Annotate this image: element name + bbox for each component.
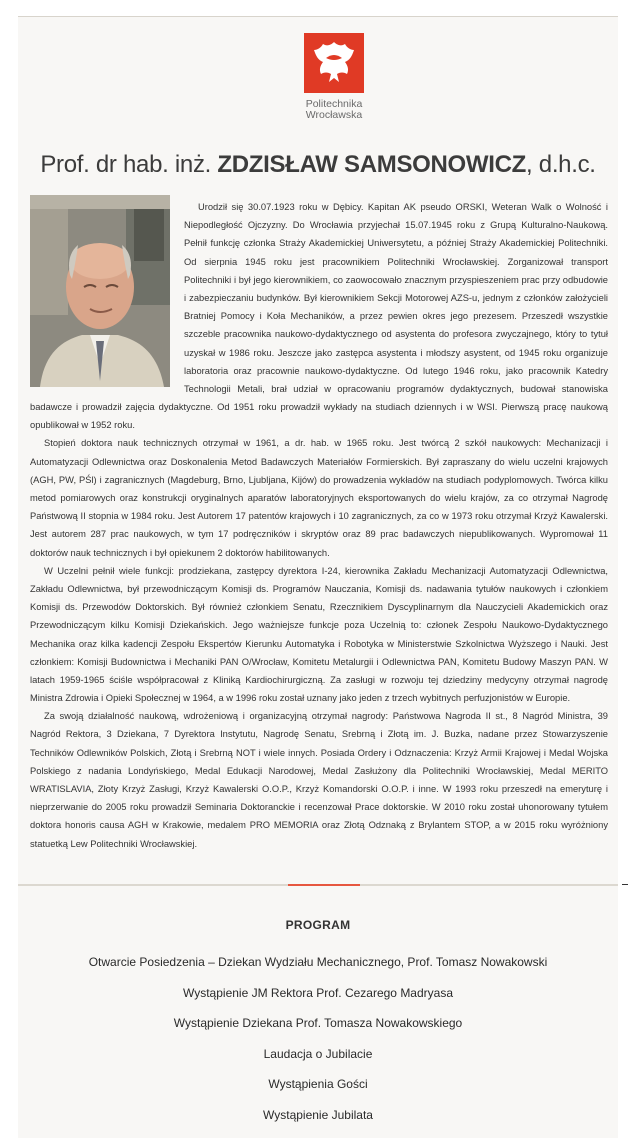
program-item: Wystąpienia Gości bbox=[268, 1077, 368, 1091]
university-logo bbox=[280, 33, 388, 121]
eagle-emblem-icon bbox=[304, 33, 364, 93]
program-item: Otwarcie Posiedzenia – Dziekan Wydziału Mechanicznego, Prof. Tomasz Nowakowski bbox=[88, 955, 548, 969]
bio-paragraph: Stopień doktora nauk technicznych otrzymał w 1961, a dr. hab. w 1965 roku. Jest twórcą 2 szkół naukowych: Mechanizacji i Automatyzacji Odlewnictwa oraz Doskonalenia Metod Badawczych Materiałów Formierskich. Był zapraszany do wielu uczelni krajowych (AGH, PW, PŚl) i zagranicznych (Magdeburg, Brno, Ljubljana, Kijów) do prowadzenia wykładów na studiach podyplomowych. Twórca kilku metod pomiarowych oraz konstrukcji oryginalnych aparatów laboratoryjnych eksportowanych do wielu krajów, za co otrzymał Nagrodę Państwową II stopnia w 1984 roku. Jest Autorem 17 patentów krajowych i 10 zagranicznych, za co w 1973 roku otrzymał Krzyż Kawalerski. Jest autorem 287 prac naukowych, w tym 17 podręczników i skryptów oraz 89 prac badawczych niepublikowanych. Wypromował 11 doktorów nauk technicznych i był opiekunem 2 doktorów habilitowanych. bbox=[30, 438, 608, 558]
program-item: Wystąpienie Jubilata bbox=[263, 1107, 373, 1122]
fold-mark bbox=[622, 884, 628, 885]
photo-spacer bbox=[30, 198, 180, 394]
biography bbox=[30, 198, 608, 853]
logo-line-2: Wrocławska bbox=[305, 109, 363, 121]
section-divider bbox=[18, 884, 618, 886]
bio-paragraph: W Uczelni pełnił wiele funkcji: prodziekana, zastępcy dyrektora I-24, kierownika Zakładu Mechanizacji Automatyzacji Odlewnictwa, Zakładu Odlewnictwa, był przewodniczącym Komisji ds. Programów Nauczania, Komisji ds. nadawania tytułów naukowych i członkiem Komisji ds. Przewodów Doktorskich. Był również członkiem Senatu, Rzecznikiem Dyscyplinarnym dla Nauczycieli Akademickich oraz Przewodniczącym kilku Komisji Dziekańskich. Jego ważniejsze funkcje poza Uczelnią to: członek Zespołu Naukowo-Dydaktycznego Mechanika oraz kilka kadencji Zespołu Ekspertów Kierunku Automatyka i Robotyka w Ministerstwie Szkolnictwa Wyższego i Nauki. Jest członkiem: Komisji Budownictwa i Mechaniki PAN O/Wrocław, Komitetu Metalurgii i Odlewnictwa PAN, Komitetu Budowy Maszyn PAN. W latach 1959-1965 ściśle współpracował z Kliniką Kardiochirurgiczną. Za zasługi w rozwoju tej dziedziny medycyny otrzymał nagrodę Ministra Zdrowia i Opieki Społecznej w 1964, a w 1996 roku został uznany jako jeden z trzech wybitnych perfuzjonistów w Europie. bbox=[30, 565, 608, 704]
program-heading: PROGRAM bbox=[285, 918, 351, 932]
bio-paragraph: Urodził się 30.07.1923 roku w Dębicy. Kapitan AK pseudo ORSKI, Weteran Walk o Wolność i Niepodległość Ojczyzny. Do Wrocławia przyjechał 15.07.1945 roku z Grupą Kulturalno-Naukową. Pełnił funkcję członka Straży Akademickiej Uniwersytetu, a później Straży Akademickiej Politechniki. Od sierpnia 1945 roku jest pracownikiem Politechniki Wrocławskiej. Zorganizował transport Politechniki i był jego kierownikiem, co zaowocowało znacznym przyspieszeniem prac przy odbudowie i zabezpieczaniu budynków. Był kierownikiem Sekcji Motorowej AZS-u, jednym z członków założycieli Bratniej Pomocy i Koła Mechaników, a przez pewien okres jego prezesem. Przeszedł wszystkie szczeble pracownika naukowo-dydaktycznego od asystenta do profesora zwyczajnego, który to tytuł uzyskał w 1986 roku. Jeszcze jako zastępca asystenta i młodszy asystent, od 1945 roku organizuje laboratoria oraz pracownie naukowo-dydaktyczne. Od lutego 1946 roku, jako pracownik Katedry Technologii Metali, brał udział w opracowaniu programów dydaktycznych, budował stanowiska badawcze i prowadził zajęcia dydaktyczne. Od 1951 roku prowadził wykłady na studiach dziennych i w WSI. Pierwszą pracę naukową opublikował w 1952 roku. bbox=[30, 202, 608, 431]
title-suffix: , d.h.c. bbox=[526, 151, 596, 178]
invitation-page bbox=[18, 16, 618, 1138]
bio-paragraph: Za swoją działalność naukową, wdrożeniową i organizacyjną otrzymał nagrody: Państwowa Nagroda II st., 8 Nagród Ministra, 39 Nagród Rektora, 3 Dziekana, 7 Dyrektora Instytutu, Nagrodę Senatu, Srebrną i Złotą im. J. Buzka, nadane przez Stowarzyszenie Techników Odlewników Polskich, Złotą i Srebrną NOT i wiele innych. Posiada Ordery i Odznaczenia: Krzyż Armii Krajowej i Medal Wojska Polskiego z nadania Londyńskiego, Medal Edukacji Narodowej, Medal Zasłużony dla Politechniki Wrocławskiej, Medal MERITO WRATISLAVIA, Złoty Krzyż Zasługi, Krzyż Kawalerski O.O.P., Krzyż Komandorski O.O.P. i inne. W 1993 roku przeszedł na emeryturę i nieprzerwanie do 2005 roku prowadził Seminaria Doktoranckie i recenzował Prace doktorskie. W 2010 roku został uhonorowany tytułem doktora honoris causa AGH w Krakowie, medalem PRO MEMORIA oraz Złotą Odznaką z Brylantem STOP, a w 2015 roku wyróżniony statuetką Lew Politechniki Wrocławskiej. bbox=[30, 711, 608, 849]
page-title bbox=[18, 151, 618, 179]
title-name: ZDZISŁAW SAMSONOWICZ bbox=[217, 151, 527, 178]
program-item: Wystąpienie JM Rektora Prof. Cezarego Madryasa bbox=[183, 985, 453, 1000]
program-section bbox=[18, 918, 618, 1130]
logo-line-1: Politechnika bbox=[305, 98, 363, 110]
program-item: Wystąpienie Dziekana Prof. Tomasza Nowakowskiego bbox=[173, 1016, 463, 1030]
title-prefix: Prof. dr hab. inż. bbox=[40, 151, 218, 178]
program-item: Laudacja o Jubilacie bbox=[263, 1046, 373, 1061]
